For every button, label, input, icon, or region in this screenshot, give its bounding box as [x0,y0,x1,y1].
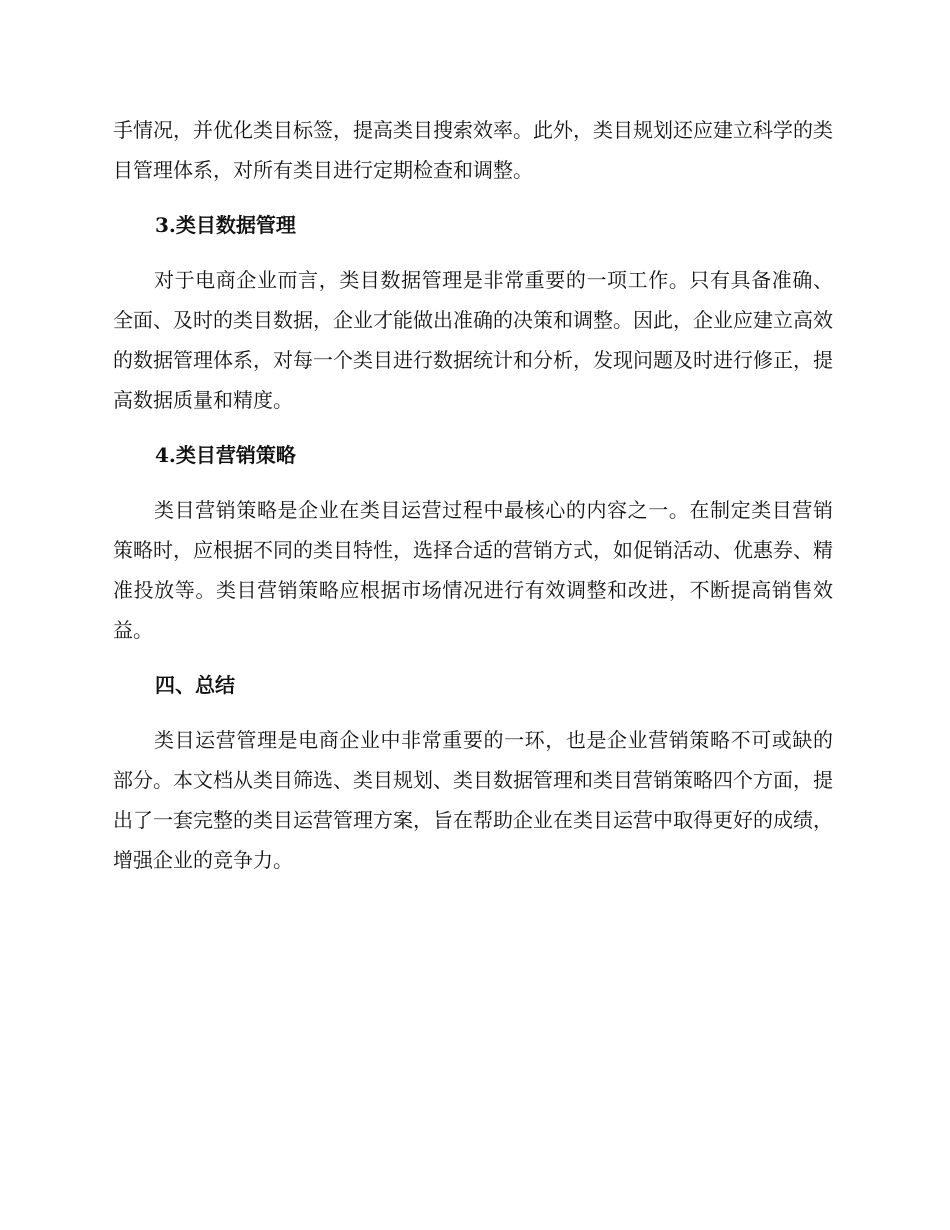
section-heading-category-data-management: 3.类目数据管理 [155,213,296,237]
paragraph-summary: 类目运营管理是电商企业中非常重要的一环，也是企业营销策略不可或缺的部分。本文档从类目筛选、类目规划、类目数据管理和类目营销策略四个方面，提出了一套完整的类目运营管理方案，旨在帮助企业在类目运营中取得更好的成绩，增强企业的竞争力。 [113,728,833,872]
paragraph-category-data-management: 对于电商企业而言，类目数据管理是非常重要的一项工作。只有具备准确、全面、及时的类目数据，企业才能做出准确的决策和调整。因此，企业应建立高效的数据管理体系，对每一个类目进行数据统计和分析，发现问题及时进行修正，提高数据质量和精度。 [113,268,833,412]
paragraph-category-planning-end: 手情况，并优化类目标签，提高类目搜索效率。此外，类目规划还应建立科学的类目管理体系，对所有类目进行定期检查和调整。 [113,118,833,182]
section-heading-category-marketing-strategy: 4.类目营销策略 [155,443,296,467]
document-body [113,110,833,895]
paragraph-category-marketing-strategy: 类目营销策略是企业在类目运营过程中最核心的内容之一。在制定类目营销策略时，应根据不同的类目特性，选择合适的营销方式，如促销活动、优惠券、精准投放等。类目营销策略应根据市场情况进行有效调整和改进，不断提高销售效益。 [113,498,833,642]
section-heading-summary: 四、总结 [155,673,235,697]
